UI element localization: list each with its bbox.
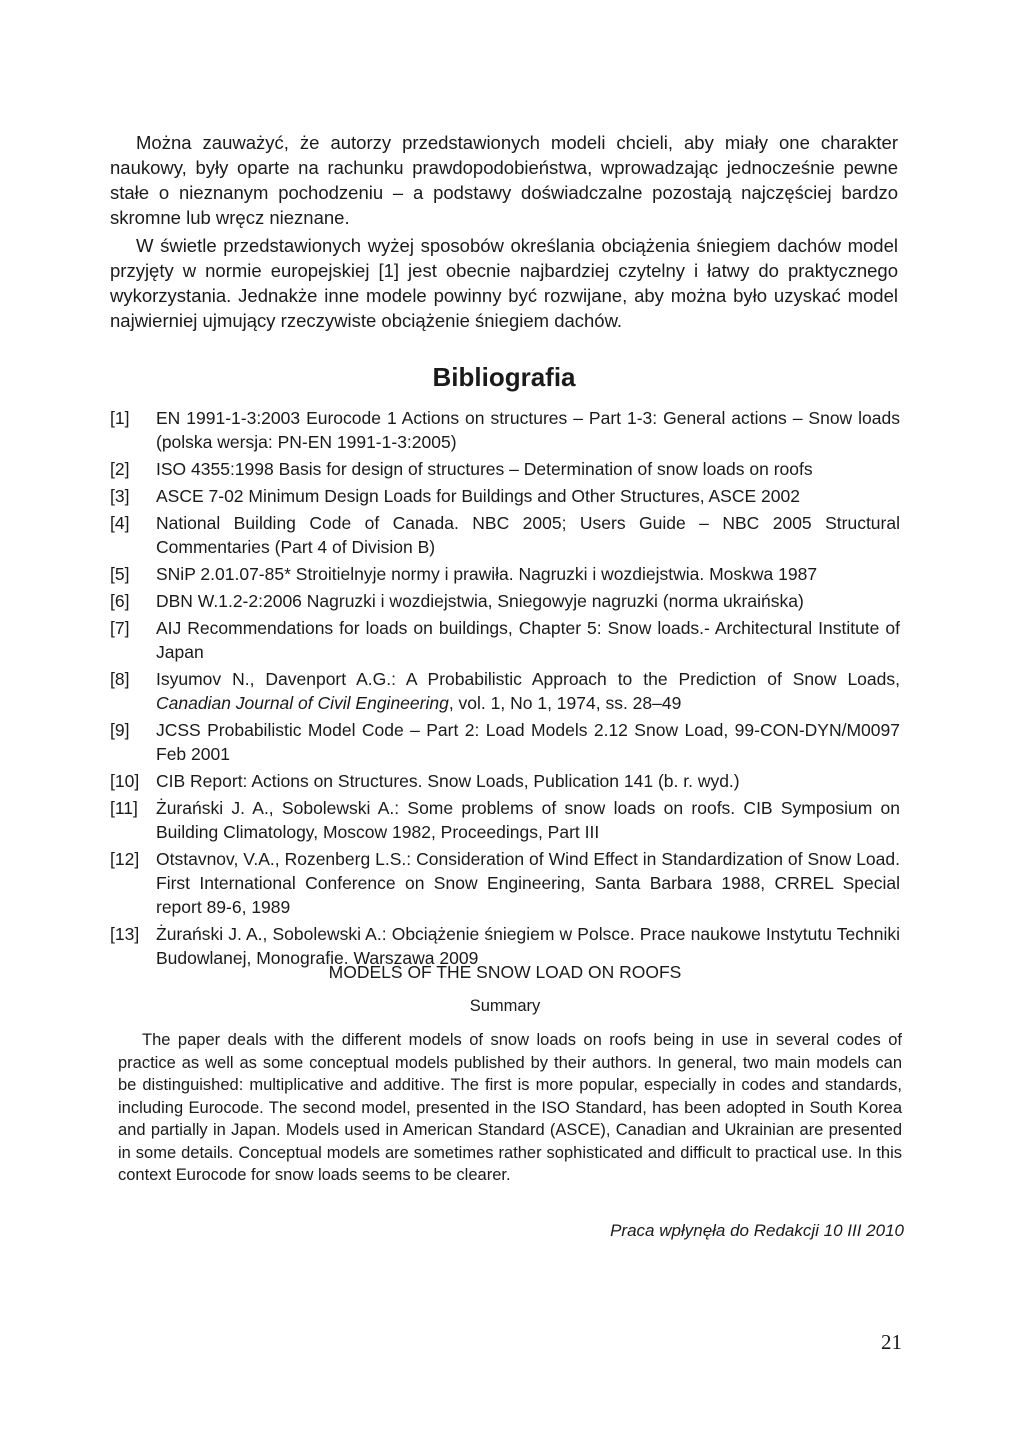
reference-number: [8] (110, 669, 130, 689)
reference-text: Żurański J. A., Sobolewski A.: Some problems of snow loads on roofs. CIB Symposium on Building Climatology, Moscow 1982, Proceedings, Part III (156, 798, 900, 842)
english-title: MODELS OF THE SNOW LOAD ON ROOFS (328, 962, 682, 982)
reference-number: [4] (110, 513, 130, 533)
reference-number: [10] (110, 771, 140, 791)
summary-heading: Summary (469, 997, 541, 1015)
reference-item (110, 667, 900, 715)
reference-item (110, 484, 900, 508)
reference-number: [7] (110, 618, 130, 638)
reference-text-authors: Isyumov N., Davenport A.G.: A Probabilistic Approach to the Prediction of Snow Loads, (156, 669, 900, 689)
reference-text: AIJ Recommendations for loads on buildings, Chapter 5: Snow loads.- Architectural Institute of Japan (156, 618, 900, 662)
reference-item (110, 847, 900, 919)
reference-text: EN 1991-1-3:2003 Eurocode 1 Actions on structures – Part 1-3: General actions – Snow loads (polska wersja: PN-EN 1991-1-3:2005) (156, 408, 900, 452)
reference-text: Otstavnov, V.A., Rozenberg L.S.: Consideration of Wind Effect in Standardization of Snow Load. First International Conference on Snow Engineering, Santa Barbara 1988, CRREL Special report 89-6, 1989 (156, 849, 900, 917)
reference-number: [1] (110, 408, 130, 428)
reference-item (110, 511, 900, 559)
reference-item (110, 616, 900, 664)
reference-number: [2] (110, 459, 130, 479)
reference-text: JCSS Probabilistic Model Code – Part 2: Load Models 2.12 Snow Load, 99-CON-DYN/M0097 Feb 2001 (156, 720, 900, 764)
reference-text: ASCE 7-02 Minimum Design Loads for Buildings and Other Structures, ASCE 2002 (156, 486, 800, 506)
reference-item (110, 406, 900, 454)
reference-number: [13] (110, 924, 140, 944)
reference-number: [3] (110, 486, 130, 506)
reference-number: [11] (110, 798, 138, 818)
reference-item (110, 718, 900, 766)
reference-item (110, 457, 900, 481)
reference-text: DBN W.1.2-2:2006 Nagruzki i wozdiejstwia, Sniegowyje nagruzki (norma ukraińska) (156, 591, 804, 611)
reference-text: CIB Report: Actions on Structures. Snow Loads, Publication 141 (b. r. wyd.) (156, 771, 740, 791)
reference-item (110, 796, 900, 844)
bibliography-heading: Bibliografia (432, 362, 576, 392)
summary-paragraph: The paper deals with the different models of snow loads on roofs being in use in several codes of practice as well as some conceptual models published by their authors. In general, two main models can be distinguished: multiplicative and additive. The first is more popular, especially in codes and standards, including Eurocode. The second model, presented in the ISO Standard, has been adopted in South Korea and partially in Japan. Models used in American Standard (ASCE), Canadian and Ukrainian are presented in some details. Conceptual models are sometimes rather sophisticated and difficult to practical use. In this context Eurocode for snow loads seems to be clearer. (118, 1031, 902, 1184)
reference-journal-title: Canadian Journal of Civil Engineering (156, 693, 449, 713)
body-paragraph-1: Można zauważyć, że autorzy przedstawionych modeli chcieli, aby miały one charakter naukowy, były oparte na rachunku prawdopodobieństwa, wprowadzając jednocześnie pewne stałe o nieznanym pochodzeniu – a podstawy doświadczalne pozostają najczęściej bardzo skromne lub wręcz nieznane. (110, 132, 898, 228)
reference-item (110, 589, 900, 613)
bibliography-list (110, 406, 900, 973)
reference-item (110, 562, 900, 586)
reference-text-details: , vol. 1, No 1, 1974, ss. 28–49 (448, 693, 682, 713)
reference-number: [9] (110, 720, 130, 740)
reference-number: [5] (110, 564, 130, 584)
reference-text: Żurański J. A., Sobolewski A.: Obciążenie śniegiem w Polsce. Prace naukowe Instytutu Techniki Budowlanej, Monografie. Warszawa 2009 (156, 924, 900, 968)
page-number: 21 (881, 1330, 902, 1354)
received-date-note: Praca wpłynęła do Redakcji 10 III 2010 (610, 1221, 904, 1240)
reference-number: [12] (110, 849, 140, 869)
reference-text (156, 667, 900, 715)
reference-text: National Building Code of Canada. NBC 2005; Users Guide – NBC 2005 Structural Commentaries (Part 4 of Division B) (156, 513, 900, 557)
body-paragraph-2: W świetle przedstawionych wyżej sposobów określania obciążenia śniegiem dachów model przyjęty w normie europejskiej [1] jest obecnie najbardziej czytelny i łatwy do praktycznego wykorzystania. Jednakże inne modele powinny być rozwijane, aby można było uzyskać model najwierniej ujmujący rzeczywiste obciążenie śniegiem dachów. (110, 235, 898, 331)
reference-number: [6] (110, 591, 130, 611)
reference-item (110, 769, 900, 793)
reference-text: SNiP 2.01.07-85* Stroitielnyje normy i prawiła. Nagruzki i wozdiejstwia. Moskwa 1987 (156, 564, 818, 584)
reference-text: ISO 4355:1998 Basis for design of structures – Determination of snow loads on roofs (156, 459, 813, 479)
